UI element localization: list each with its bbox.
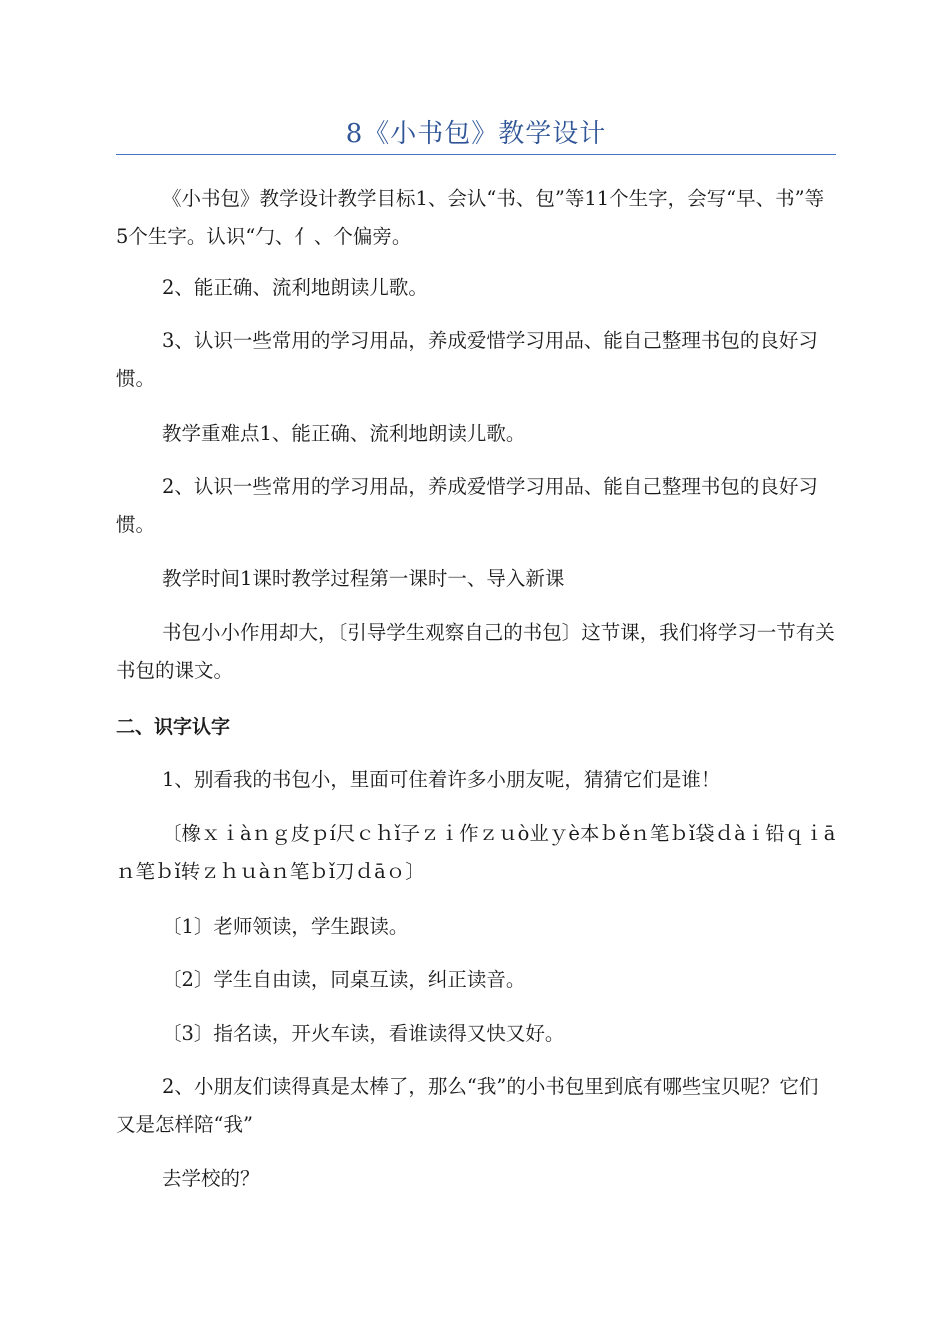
paragraph-pinyin-list: 〔橡ｘｉàｎｇ皮ｐí尺ｃｈǐ子ｚｉ作ｚｕò业ｙè本ｂěｎ笔ｂǐ袋ｄàｉ铅ｑｉāｎ笔ｂǐ转ｚｈｕàｎ笔ｂǐ刀ｄāｏ〕 bbox=[116, 822, 836, 883]
paragraph-question: 2、小朋友们读得真是太棒了，那么“我”的小书包里到底有哪些宝贝呢？它们又是怎样陪“我” bbox=[116, 1075, 819, 1136]
paragraph-objective-3: 3、认识一些常用的学习用品，养成爱惜学习用品、能自己整理书包的良好习惯。 bbox=[116, 329, 818, 390]
paragraph-intro: 书包小小作用却大，〔引导学生观察自己的书包〕这节课，我们将学习一节有关书包的课文。 bbox=[116, 621, 835, 682]
paragraph-key-points: 教学重难点1、能正确、流利地朗读儿歌。 bbox=[162, 422, 526, 445]
paragraph-objective-2: 2、能正确、流利地朗读儿歌。 bbox=[162, 276, 428, 299]
list-item-step-3: 〔3〕指名读，开火车读，看谁读得又快又好。 bbox=[162, 1022, 565, 1045]
list-item-step-2: 〔2〕学生自由读，同桌互读，纠正读音。 bbox=[162, 968, 526, 991]
list-item-step-1: 〔1〕老师领读，学生跟读。 bbox=[162, 915, 409, 938]
paragraph-guess: 1、别看我的书包小，里面可住着许多小朋友呢，猜猜它们是谁！ bbox=[162, 768, 721, 791]
paragraph-objectives: 《小书包》教学设计教学目标1、会认“书、包”等11个生字，会写“早、书”等5个生字。认识“勹、亻、个偏旁。 bbox=[116, 187, 825, 248]
title-underline bbox=[116, 154, 836, 155]
section-heading-literacy: 二、识字认字 bbox=[116, 716, 231, 738]
paragraph-teaching-time: 教学时间1课时教学过程第一课时一、导入新课 bbox=[162, 567, 565, 590]
paragraph-key-point-2: 2、认识一些常用的学习用品，养成爱惜学习用品、能自己整理书包的良好习惯。 bbox=[116, 475, 818, 536]
paragraph-question-end: 去学校的？ bbox=[162, 1167, 260, 1190]
document-title: 8《小书包》教学设计 bbox=[345, 119, 607, 149]
